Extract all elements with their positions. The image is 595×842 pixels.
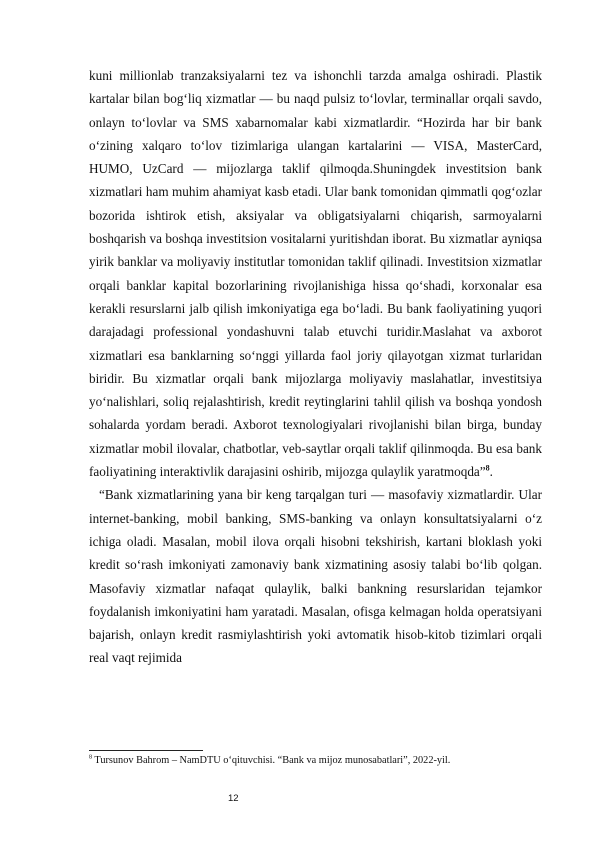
body-text — [89, 64, 542, 670]
footnote-text: Tursunov Bahrom – NamDTU o‘qituvchisi. “Bank va mijoz munosabatlari”, 2022-yil. — [94, 755, 451, 766]
footnote-separator — [89, 750, 203, 751]
paragraph-1 — [89, 64, 542, 483]
footnote — [89, 754, 542, 768]
paragraph-1-trailing: . — [489, 464, 493, 480]
paragraph-1-text: kuni millionlab tranzaksiyalarni tez va ishonchli tarzda amalga oshiradi. Plastik kartalar bilan bog‘liq xizmatlar — bu naqd pulsiz to‘lovlar, terminallar orqali savdo, onlayn to‘lovlar va SMS xabarnomalar kabi xizmatlardir. “Hozirda har bir bank o‘zining xalqaro to‘lov tizimlariga ulangan kartalarini — VISA, MasterCard, HUMO, UzCard — mijozlarga taklif qilmoqda.Shuningdek investitsion bank xizmatlari ham muhim ahamiyat kasb etadi. Ular bank tomonidan qimmatli qog‘ozlar bozorida ishtirok etish, aksiyalar va obligatsiyalarni chiqarish, sarmoyalarni boshqarish va boshqa investitsion vositalarni yuritishdan iborat. Bu xizmatlar ayniqsa yirik banklar va moliyaviy institutlar tomonidan taklif qilinadi. Investitsion xizmatlar orqali banklar kapital bozorlarining rivojlanishiga hissa qo‘shadi, korxonalar esa kerakli resurslarni jalb qilish imkoniyatiga ega bo‘ladi. Bu bank faoliyatining yuqori darajadagi professional yondashuvni talab etuvchi turidir.Maslahat va axborot xizmatlari esa banklarning so‘nggi yillarda faol joriy qilayotgan xizmat turlaridan biridir. Bu xizmatlar orqali bank mijozlarga moliyaviy maslahatlar, investitsiya yo‘nalishlari, soliq rejalashtirish, kredit reytinglarini tahlil qilish va boshqa yondosh sohalarda yordam beradi. Axborot texnologiyalari rivojlanishi bilan birga, bunday xizmatlar mobil ilovalar, chatbotlar, veb-saytlar orqali taklif qilinmoqda. Bu esa bank faoliyatining interaktivlik darajasini oshirib, mijozga qulaylik yaratmoqda” — [89, 68, 542, 480]
page-number: 12 — [228, 793, 239, 804]
footnote-marker: 8 — [89, 754, 92, 761]
footnote-reference[interactable]: 8 — [485, 463, 490, 473]
paragraph-2-text: “Bank xizmatlarining yana bir keng tarqalgan turi — masofaviy xizmatlardir. Ular internet-banking, mobil banking, SMS-banking va onlayn konsultatsiyalarni o‘z ichiga oladi. Masalan, mobil ilova orqali hisobni tekshirish, kartani bloklash yoki kredit so‘rash imkoniyati zamonaviy bank xizmatining asosiy talabi bo‘lib qolgan. Masofaviy xizmatlar nafaqat qulaylik, balki bankning resurslaridan tejamkor foydalanish imkoniyatini ham yaratadi. Masalan, ofisga kelmagan holda operatsiyani bajarish, onlayn kredit rasmiylashtirish yoki avtomatik hisob-kitob tizimlari orqali real vaqt rejimida — [89, 487, 542, 666]
paragraph-2 — [89, 483, 542, 669]
